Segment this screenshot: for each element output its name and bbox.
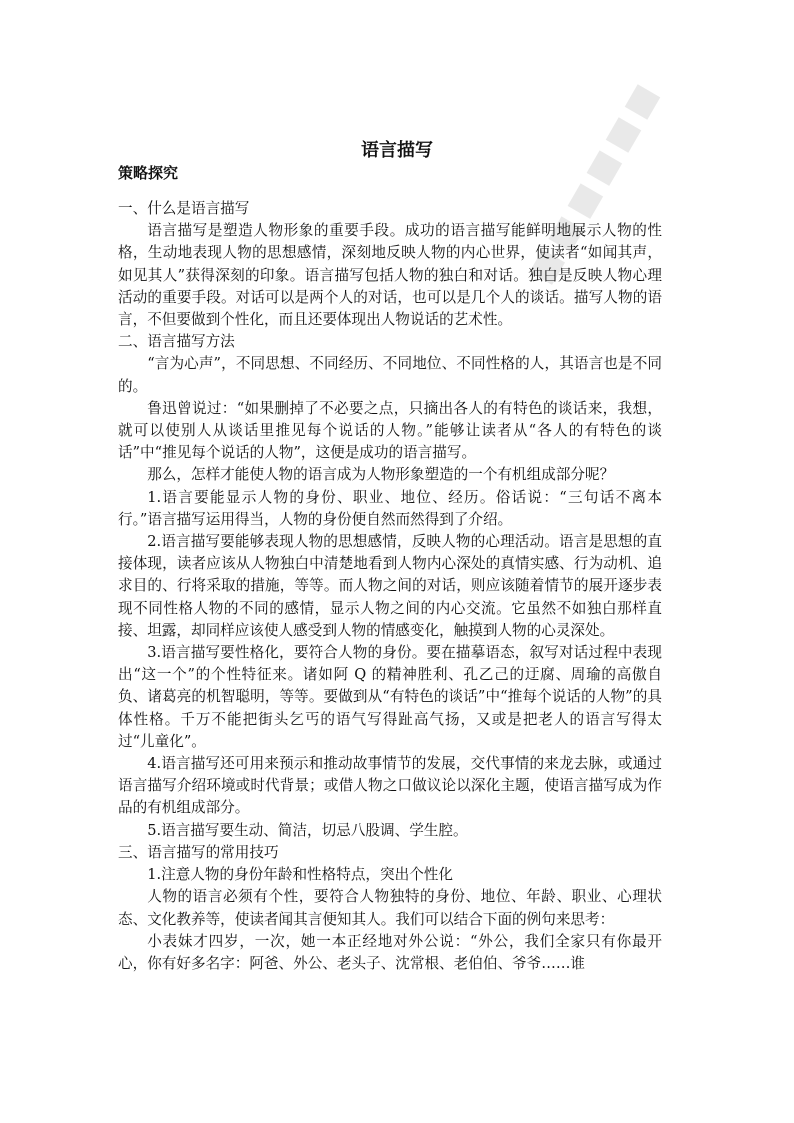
paragraph: 1.注意人物的身份年龄和性格特点，突出个性化 <box>147 866 453 884</box>
paragraph: 2.语言描写要能够表现人物的思想感情，反映人物的心理活动。语言是思想的直接体现，读者应该从人物独白中清楚地看到人物内心深处的真情实感、行为动机、追求目的、行将采取的措施，等等。而人物之间的对话，则应该随着情节的展开逐步表现不同性格人物的不同的感情，显示人物之间的内心交流。它虽然不如独白那样直接、坦露，却同样应该使人感受到人物的情感变化，触摸到人物的心灵深处。 <box>118 533 662 639</box>
paragraph: “言为心声”，不同思想、不同经历、不同地位、不同性格的人，其语言也是不同的。 <box>118 355 662 395</box>
document-title: 语言描写 <box>361 140 433 161</box>
section-heading: 三、语言描写的常用技巧 <box>118 843 279 861</box>
watermark: ■■■■■■ <box>520 71 670 290</box>
paragraph: 人物的语言必须有个性，要符合人物独特的身份、地位、年龄、职业、心理状态、文化教养等，使读者闻其言便知其人。我们可以结合下面的例句来思考： <box>118 888 662 928</box>
paragraph: 那么，怎样才能使人物的语言成为人物形象塑造的一个有机组成部分呢？ <box>147 466 615 484</box>
paragraph: 小表妹才四岁，一次，她一本正经地对外公说：“外公，我们全家只有你最开心，你有好多名字：阿爸、外公、老头子、沈常根、老伯伯、爷爷……谁 <box>118 932 662 972</box>
document-body <box>118 198 662 975</box>
paragraph: 3.语言描写要性格化，要符合人物的身份。要在描摹语态，叙写对话过程中表现出“这一个”的个性特征来。诸如阿 Q 的精神胜利、孔乙己的迂腐、周瑜的高傲自负、诸葛亮的机智聪明，等等。要做到从“有特色的谈话”中“推每个说话的人物”的具体性格。千万不能把街头乞丐的语气写得趾高气扬，又或是把老人的语言写得太过“儿童化”。 <box>118 644 662 750</box>
paragraph: 4.语言描写还可用来预示和推动故事情节的发展，交代事情的来龙去脉，或通过语言描写介绍环境或时代背景；或借人物之口做议论以深化主题，使语言描写成为作品的有机组成部分。 <box>118 755 662 817</box>
paragraph: 鲁迅曾说过：“如果删掉了不必要之点，只摘出各人的有特色的谈话来，我想，就可以使别人从谈话里推见每个说话的人物。”能够让读者从“各人的有特色的谈话”中“推见每个说话的人物”，这便是成功的语言描写。 <box>118 399 662 462</box>
paragraph: 语言描写是塑造人物形象的重要手段。成功的语言描写能鲜明地展示人物的性格，生动地表现人物的思想感情，深刻地反映人物的内心世界，使读者“如闻其声，如见其人”获得深刻的印象。语言描写包括人物的独白和对话。独白是反映人物心理活动的重要手段。对话可以是两个人的对话，也可以是几个人的谈话。描写人物的语言，不但要做到个性化，而且还要体现出人物说话的艺术性。 <box>118 222 662 329</box>
section-heading: 一、什么是语言描写 <box>118 200 250 217</box>
paragraph: 1.语言要能显示人物的身份、职业、地位、经历。俗话说：“三句话不离本行。”语言描写运用得当，人物的身份便自然而然得到了介绍。 <box>118 488 662 528</box>
paragraph: 5.语言描写要生动、简洁，切忌八股调、学生腔。 <box>147 821 468 839</box>
section-heading: 二、语言描写方法 <box>118 333 235 351</box>
section-subheading: 策略探究 <box>118 164 179 182</box>
